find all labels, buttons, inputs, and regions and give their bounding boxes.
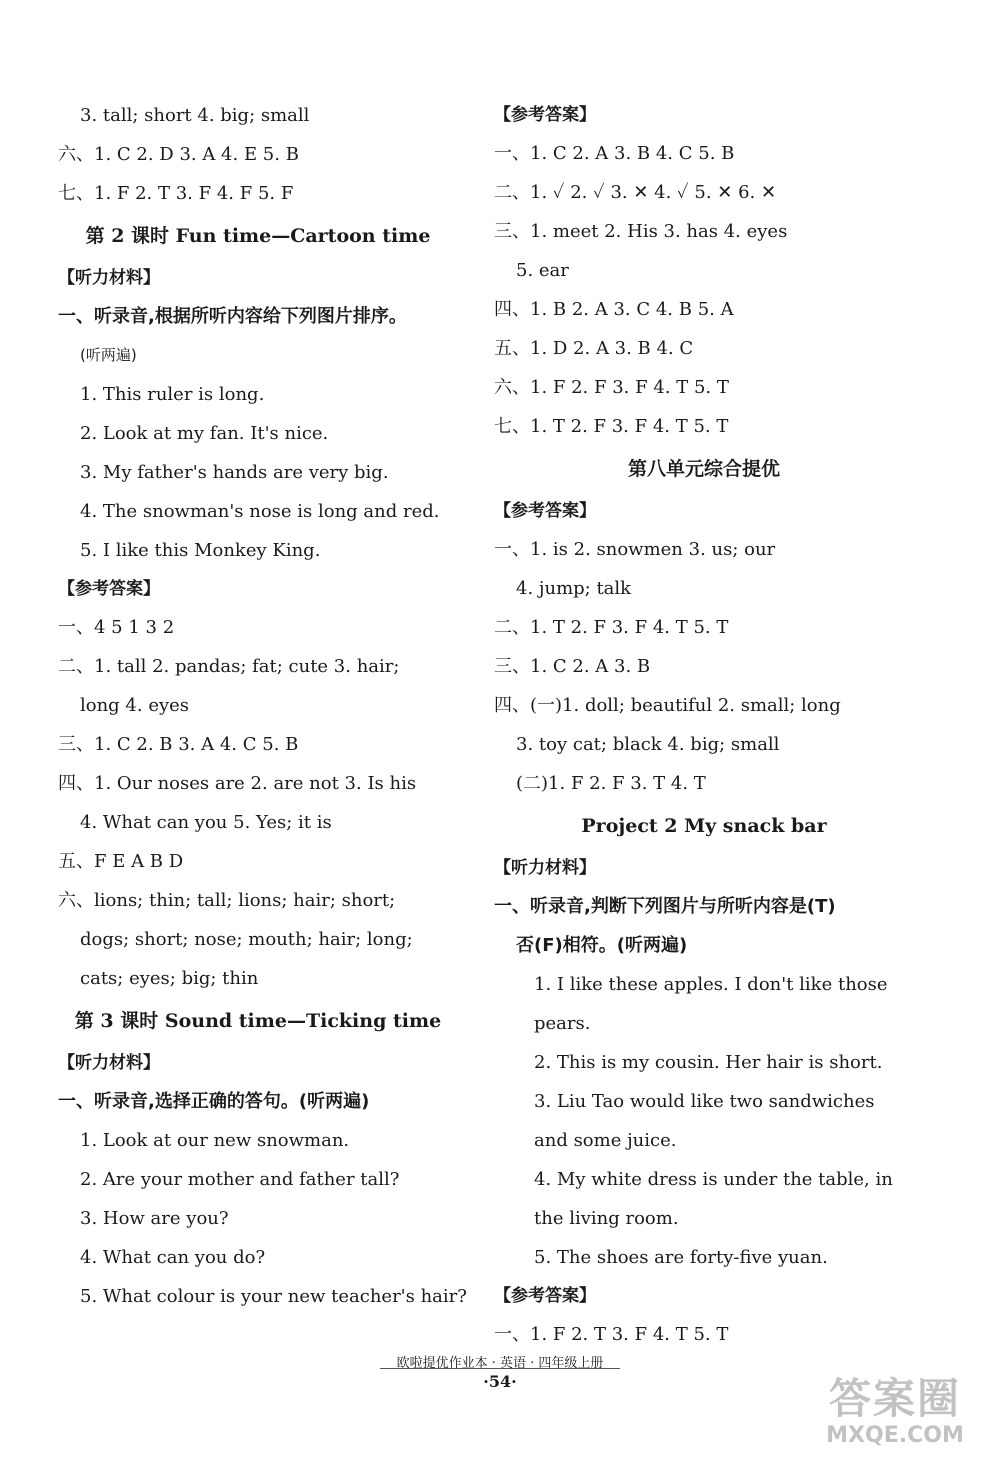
answer-line: (听两遍) xyxy=(80,346,137,364)
section-label: 【参考答案】 xyxy=(494,1286,596,1306)
answer-line: long 4. eyes xyxy=(80,695,190,716)
section-label: 【听力材料】 xyxy=(58,1053,160,1073)
section-label: 【听力材料】 xyxy=(494,858,596,878)
right-column xyxy=(494,96,914,1354)
watermark-logo-text: 答案圈 xyxy=(828,1374,961,1423)
watermark-url: MXQE.COM xyxy=(826,1423,964,1448)
answer-line: 一、听录音,选择正确的答句。(听两遍) xyxy=(58,1091,370,1112)
answer-line: 二、1. ✓ 2. ✓ 3. ✕ 4. ✓ 5. ✕ 6. ✕ xyxy=(494,182,777,203)
answer-line: 否(F)相符。(听两遍) xyxy=(516,935,688,956)
answer-line: 三、1. C 2. B 3. A 4. C 5. B xyxy=(58,734,299,755)
footer-book-title: 欧啦提优作业本 · 英语 · 四年级上册 xyxy=(396,1356,604,1371)
answer-line: 1. This ruler is long. xyxy=(80,384,265,405)
answer-line: 2. This is my cousin. Her hair is short. xyxy=(534,1052,883,1073)
answer-line: 一、1. is 2. snowmen 3. us; our xyxy=(494,539,776,560)
section-label: 【听力材料】 xyxy=(58,268,160,288)
watermark-logo xyxy=(810,1374,980,1454)
section-title: 第 3 课时 Sound time—Ticking time xyxy=(74,1010,442,1032)
answer-line: 二、1. T 2. F 3. F 4. T 5. T xyxy=(494,617,729,638)
answer-line: (二)1. F 2. F 3. T 4. T xyxy=(516,773,706,794)
answer-line: the living room. xyxy=(534,1208,679,1229)
answer-line: 1. Look at our new snowman. xyxy=(80,1130,350,1151)
answer-line: 四、1. Our noses are 2. are not 3. Is his xyxy=(58,773,417,794)
answer-line: 4. My white dress is under the table, in xyxy=(534,1169,893,1190)
answer-line: 一、听录音,根据所听内容给下列图片排序。 xyxy=(58,306,407,327)
answer-line: 3. tall; short 4. big; small xyxy=(80,105,310,126)
answer-line: 一、4 5 1 3 2 xyxy=(58,617,175,638)
answer-line: 2. Look at my fan. It's nice. xyxy=(80,423,329,444)
section-title: 第八单元综合提优 xyxy=(627,458,780,480)
answer-line: 2. Are your mother and father tall? xyxy=(80,1169,400,1190)
answer-line: 七、1. T 2. F 3. F 4. T 5. T xyxy=(494,416,729,437)
answer-line: 三、1. meet 2. His 3. has 4. eyes xyxy=(494,221,788,242)
section-title: 第 2 课时 Fun time—Cartoon time xyxy=(85,225,431,247)
answer-line: 六、1. F 2. F 3. F 4. T 5. T xyxy=(494,377,729,398)
answer-line: 5. What colour is your new teacher's hair? xyxy=(80,1286,467,1307)
answer-line: 七、1. F 2. T 3. F 4. F 5. F xyxy=(58,183,294,204)
answer-line: 一、听录音,判断下列图片与所听内容是(T) xyxy=(494,896,836,917)
answer-line: 四、1. B 2. A 3. C 4. B 5. A xyxy=(494,299,734,320)
answer-line: cats; eyes; big; thin xyxy=(80,968,259,989)
answer-line: 4. What can you 5. Yes; it is xyxy=(80,812,332,833)
answer-line: 4. The snowman's nose is long and red. xyxy=(80,501,440,522)
answer-line: 二、1. tall 2. pandas; fat; cute 3. hair; xyxy=(58,656,400,677)
answer-line: 四、(一)1. doll; beautiful 2. small; long xyxy=(494,695,841,716)
answer-line: 六、lions; thin; tall; lions; hair; short; xyxy=(58,890,396,911)
answer-line: 5. I like this Monkey King. xyxy=(80,540,321,561)
answer-line: 3. Liu Tao would like two sandwiches xyxy=(534,1091,875,1112)
answer-line: pears. xyxy=(534,1013,591,1034)
answer-line: dogs; short; nose; mouth; hair; long; xyxy=(80,929,413,950)
answer-line: 三、1. C 2. A 3. B xyxy=(494,656,651,677)
answer-line: 五、1. D 2. A 3. B 4. C xyxy=(494,338,694,359)
left-column xyxy=(58,96,467,1316)
answer-line: 一、1. C 2. A 3. B 4. C 5. B xyxy=(494,143,735,164)
answer-line: 3. toy cat; black 4. big; small xyxy=(516,734,780,755)
section-label: 【参考答案】 xyxy=(58,579,160,599)
answer-line: 5. ear xyxy=(516,260,569,281)
page-number: ·54· xyxy=(483,1372,517,1391)
answer-line: 4. What can you do? xyxy=(80,1247,266,1268)
answer-line: 一、1. F 2. T 3. F 4. T 5. T xyxy=(494,1324,729,1345)
section-label: 【参考答案】 xyxy=(494,105,596,125)
answer-line: 3. How are you? xyxy=(80,1208,229,1229)
answer-line: 3. My father's hands are very big. xyxy=(80,462,389,483)
answer-line: 5. The shoes are forty-five yuan. xyxy=(534,1247,828,1268)
section-label: 【参考答案】 xyxy=(494,501,596,521)
answer-line: 六、1. C 2. D 3. A 4. E 5. B xyxy=(58,144,299,165)
answer-line: and some juice. xyxy=(534,1130,677,1151)
answer-line: 4. jump; talk xyxy=(516,578,632,599)
section-title: Project 2 My snack bar xyxy=(581,815,827,837)
answer-line: 五、F E A B D xyxy=(58,851,184,872)
answer-line: 1. I like these apples. I don't like those xyxy=(534,974,888,995)
